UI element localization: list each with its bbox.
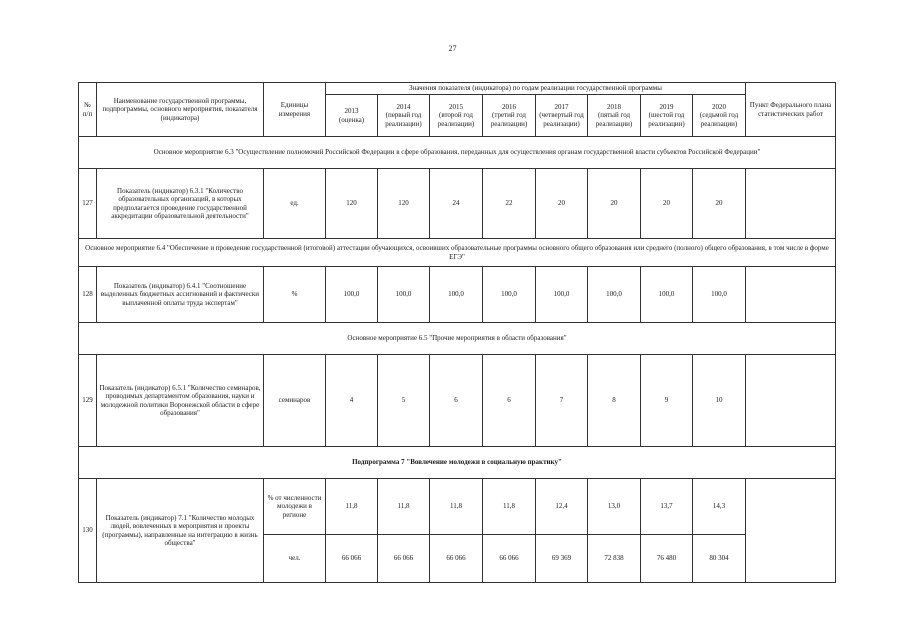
unit-cell: семинаров xyxy=(264,355,326,447)
header-year: 2019 (шестой год реализации) xyxy=(641,95,693,137)
indicator-name: Показатель (индикатор) 7.1 "Количество молодых людей, вовлеченных в мероприятия и проекты (программы), направленные на интеграцию в жизнь общества" xyxy=(97,479,264,583)
section-6-5-title: Основное мероприятие 6.5 "Прочие мероприятия в области образования" xyxy=(79,323,836,355)
header-year: 2015 (второй год реализации) xyxy=(430,95,483,137)
row-number: 129 xyxy=(79,355,97,447)
plan-cell xyxy=(746,267,836,323)
section-6-4-title: Основное мероприятие 6.4 "Обеспечение и проведение государственной (итоговой) аттестации обучающихся, освоивших образовательные программы основного общего образования или среднего (полного) общего образования, в том числе в форме ЕГЭ" xyxy=(79,239,836,267)
value-cell: 8 xyxy=(588,355,641,447)
value-cell: 76 480 xyxy=(641,535,693,583)
section-row xyxy=(79,323,836,355)
value-cell: 14,3 xyxy=(693,479,746,535)
value-cell: 20 xyxy=(641,169,693,239)
value-cell: 11,8 xyxy=(430,479,483,535)
value-cell: 11,8 xyxy=(378,479,430,535)
value-cell: 22 xyxy=(483,169,536,239)
indicator-name: Показатель (индикатор) 6.5.1 "Количество семинаров, проводимых департаментом образования, науки и молодежной политики Воронежской области в сфере образования" xyxy=(97,355,264,447)
unit-cell: ед. xyxy=(264,169,326,239)
value-cell: 72 838 xyxy=(588,535,641,583)
header-year: 2014 (первый год реализации) xyxy=(378,95,430,137)
indicator-table xyxy=(78,82,836,583)
value-cell: 20 xyxy=(588,169,641,239)
unit-cell: % xyxy=(264,267,326,323)
value-cell: 100,0 xyxy=(483,267,536,323)
value-cell: 4 xyxy=(326,355,378,447)
header-row-top xyxy=(79,83,836,95)
plan-cell xyxy=(746,169,836,239)
value-cell: 24 xyxy=(430,169,483,239)
value-cell: 100,0 xyxy=(693,267,746,323)
value-cell: 6 xyxy=(483,355,536,447)
row-number: 128 xyxy=(79,267,97,323)
value-cell: 66 066 xyxy=(378,535,430,583)
header-plan: Пункт Федерального плана статистических работ xyxy=(746,83,836,137)
header-year: 2017 (четвертый год реализации) xyxy=(536,95,588,137)
page-number: 27 xyxy=(448,44,457,53)
value-cell: 120 xyxy=(326,169,378,239)
value-cell: 69 369 xyxy=(536,535,588,583)
value-cell: 100,0 xyxy=(641,267,693,323)
value-cell: 100,0 xyxy=(378,267,430,323)
header-name: Наименование государственной программы, подпрограммы, основного мероприятия, показателя (индикатора) xyxy=(97,83,264,137)
value-cell: 10 xyxy=(693,355,746,447)
value-cell: 66 066 xyxy=(483,535,536,583)
value-cell: 100,0 xyxy=(326,267,378,323)
header-values-group: Значения показателя (индикатора) по годам реализации государственной программы xyxy=(326,83,746,95)
plan-cell xyxy=(746,479,836,583)
header-units: Единицы измерения xyxy=(264,83,326,137)
value-cell: 7 xyxy=(536,355,588,447)
value-cell: 120 xyxy=(378,169,430,239)
value-cell: 100,0 xyxy=(430,267,483,323)
section-row xyxy=(79,137,836,169)
table-row xyxy=(79,479,836,535)
value-cell: 20 xyxy=(693,169,746,239)
value-cell: 6 xyxy=(430,355,483,447)
plan-cell xyxy=(746,355,836,447)
value-cell: 13,0 xyxy=(588,479,641,535)
table-row xyxy=(79,355,836,447)
section-6-3-title: Основное мероприятие 6.3 "Осуществление полномочий Российской Федерации в сфере образования, переданных для осуществления органам государственной власти субъектов Российской Федерации" xyxy=(79,137,836,169)
section-row xyxy=(79,239,836,267)
header-year: 2016 (третий год реализации) xyxy=(483,95,536,137)
subprogram-7-title: Подпрограмма 7 "Вовлечение молодежи в социальную практику" xyxy=(79,447,836,479)
row-number: 127 xyxy=(79,169,97,239)
indicator-name: Показатель (индикатор) 6.3.1 "Количество образовательных организаций, в которых предполагается проведение государственной аккредитации образовательной деятельности" xyxy=(97,169,264,239)
value-cell: 100,0 xyxy=(536,267,588,323)
unit-cell: % от численности молодежи в регионе xyxy=(264,479,326,535)
value-cell: 66 066 xyxy=(326,535,378,583)
value-cell: 11,8 xyxy=(483,479,536,535)
unit-cell: чел. xyxy=(264,535,326,583)
table-row xyxy=(79,267,836,323)
section-row xyxy=(79,447,836,479)
value-cell: 80 304 xyxy=(693,535,746,583)
indicator-name: Показатель (индикатор) 6.4.1 "Соотношение выделенных бюджетных ассигнований и фактически выплаченной оплаты труда экспертам" xyxy=(97,267,264,323)
value-cell: 66 066 xyxy=(430,535,483,583)
value-cell: 20 xyxy=(536,169,588,239)
value-cell: 12,4 xyxy=(536,479,588,535)
header-year: 2013 (оценка) xyxy=(326,95,378,137)
header-num: № п/п xyxy=(79,83,97,137)
table-row xyxy=(79,169,836,239)
value-cell: 11,8 xyxy=(326,479,378,535)
value-cell: 100,0 xyxy=(588,267,641,323)
row-number: 130 xyxy=(79,479,97,583)
header-year: 2018 (пятый год реализации) xyxy=(588,95,641,137)
value-cell: 5 xyxy=(378,355,430,447)
value-cell: 9 xyxy=(641,355,693,447)
value-cell: 13,7 xyxy=(641,479,693,535)
header-year: 2020 (седьмой год реализации) xyxy=(693,95,746,137)
